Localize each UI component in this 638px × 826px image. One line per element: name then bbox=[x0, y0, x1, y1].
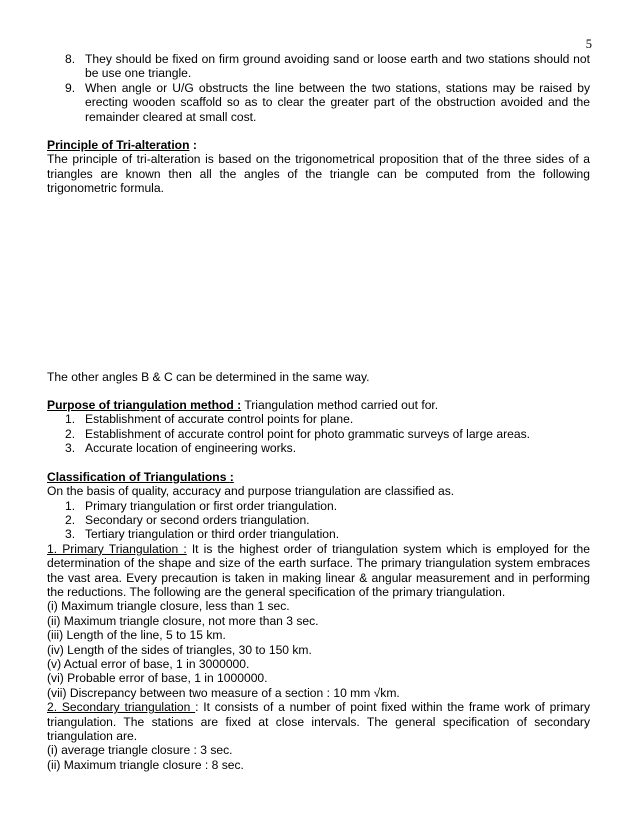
classification-heading: Classification of Triangulations : bbox=[47, 469, 234, 484]
list-item: 1. Primary triangulation or first order triangulation. bbox=[65, 498, 338, 513]
other-angles-text: The other angles B & C can be determined in the same way. bbox=[47, 369, 370, 384]
secondary-triangulation-label: 2. Secondary triangulation bbox=[47, 700, 196, 715]
classification-intro: On the basis of quality, accuracy and purpose triangulation are classified as. bbox=[47, 484, 455, 499]
trilateration-paragraph: The principle of tri-alteration is based on the trigonometrical proposition that of the three sides of a triangles are known then all the angles of the triangle can be computed from the following trigonometric formula. bbox=[47, 152, 590, 196]
list-item: 3. Accurate location of engineering works. bbox=[65, 441, 297, 456]
spec-line: (vii) Discrepancy between two measure of a section : 10 mm √km. bbox=[47, 685, 400, 700]
spec-line: (vi) Probable error of base, 1 in 1000000. bbox=[47, 671, 268, 686]
list-item: 1. Establishment of accurate control points for plane. bbox=[65, 412, 354, 427]
list-item bbox=[47, 52, 590, 81]
spec-line: (iv) Length of the sides of triangles, 30 to 150 km. bbox=[47, 642, 312, 657]
station-rules-list bbox=[47, 52, 590, 124]
spec-line: (i) Maximum triangle closure, less than 1 sec. bbox=[47, 599, 290, 614]
formula-space bbox=[47, 196, 590, 370]
primary-triangulation-paragraph: 1. Primary Triangulation : It is the highest order of triangulation system which is employed for the determination of the shape and size of the earth surface. The primary triangulation system embraces the vast area. Every precaution is taken in making linear & angular measurement and in performing the reductions. The following are the general specification of the primary triangulation. bbox=[47, 541, 590, 599]
purpose-list bbox=[47, 412, 590, 455]
page-content bbox=[47, 52, 590, 772]
list-item bbox=[47, 81, 590, 124]
spec-line: (ii) Maximum triangle closure : 8 sec. bbox=[47, 757, 244, 772]
list-item-number: 8. bbox=[65, 52, 76, 66]
list-item: 3. Tertiary triangulation or third order triangulation. bbox=[65, 527, 340, 542]
list-item-text: When angle or U/G obstructs the line between the two stations, stations may be raised by erecting wooden scaffold so as to clear the greater part of the obstruction avoided and the remainder cleared at small cost. bbox=[85, 80, 590, 124]
page-number: 5 bbox=[585, 37, 592, 51]
spec-line: (i) average triangle closure : 3 sec. bbox=[47, 743, 233, 758]
spec-line: (v) Actual error of base, 1 in 3000000. bbox=[47, 656, 250, 671]
classification-list bbox=[47, 499, 590, 542]
list-item-text: They should be fixed on firm ground avoiding sand or loose earth and two stations should not be use one triangle. bbox=[85, 52, 590, 81]
trilateration-heading: Principle of Tri-alteration : bbox=[47, 138, 197, 153]
spec-line: (ii) Maximum triangle closure, not more than 3 sec. bbox=[47, 613, 319, 628]
primary-triangulation-label: 1. Primary Triangulation : bbox=[47, 541, 187, 556]
list-item: 2. Establishment of accurate control point for photo grammatic surveys of large areas. bbox=[65, 426, 530, 441]
list-item-number: 9. bbox=[65, 80, 76, 95]
list-item: 2. Secondary or second orders triangulation. bbox=[65, 512, 310, 527]
secondary-triangulation-paragraph: 2. Secondary triangulation : It consists of a number of point fixed within the frame work of primary triangulation. The stations are fixed at close intervals. The general specification of secondary triangulation are. bbox=[47, 700, 591, 743]
purpose-heading: Purpose of triangulation method : Triangulation method carried out for. bbox=[47, 398, 439, 413]
spec-line: (iii) Length of the line, 5 to 15 km. bbox=[47, 628, 226, 643]
